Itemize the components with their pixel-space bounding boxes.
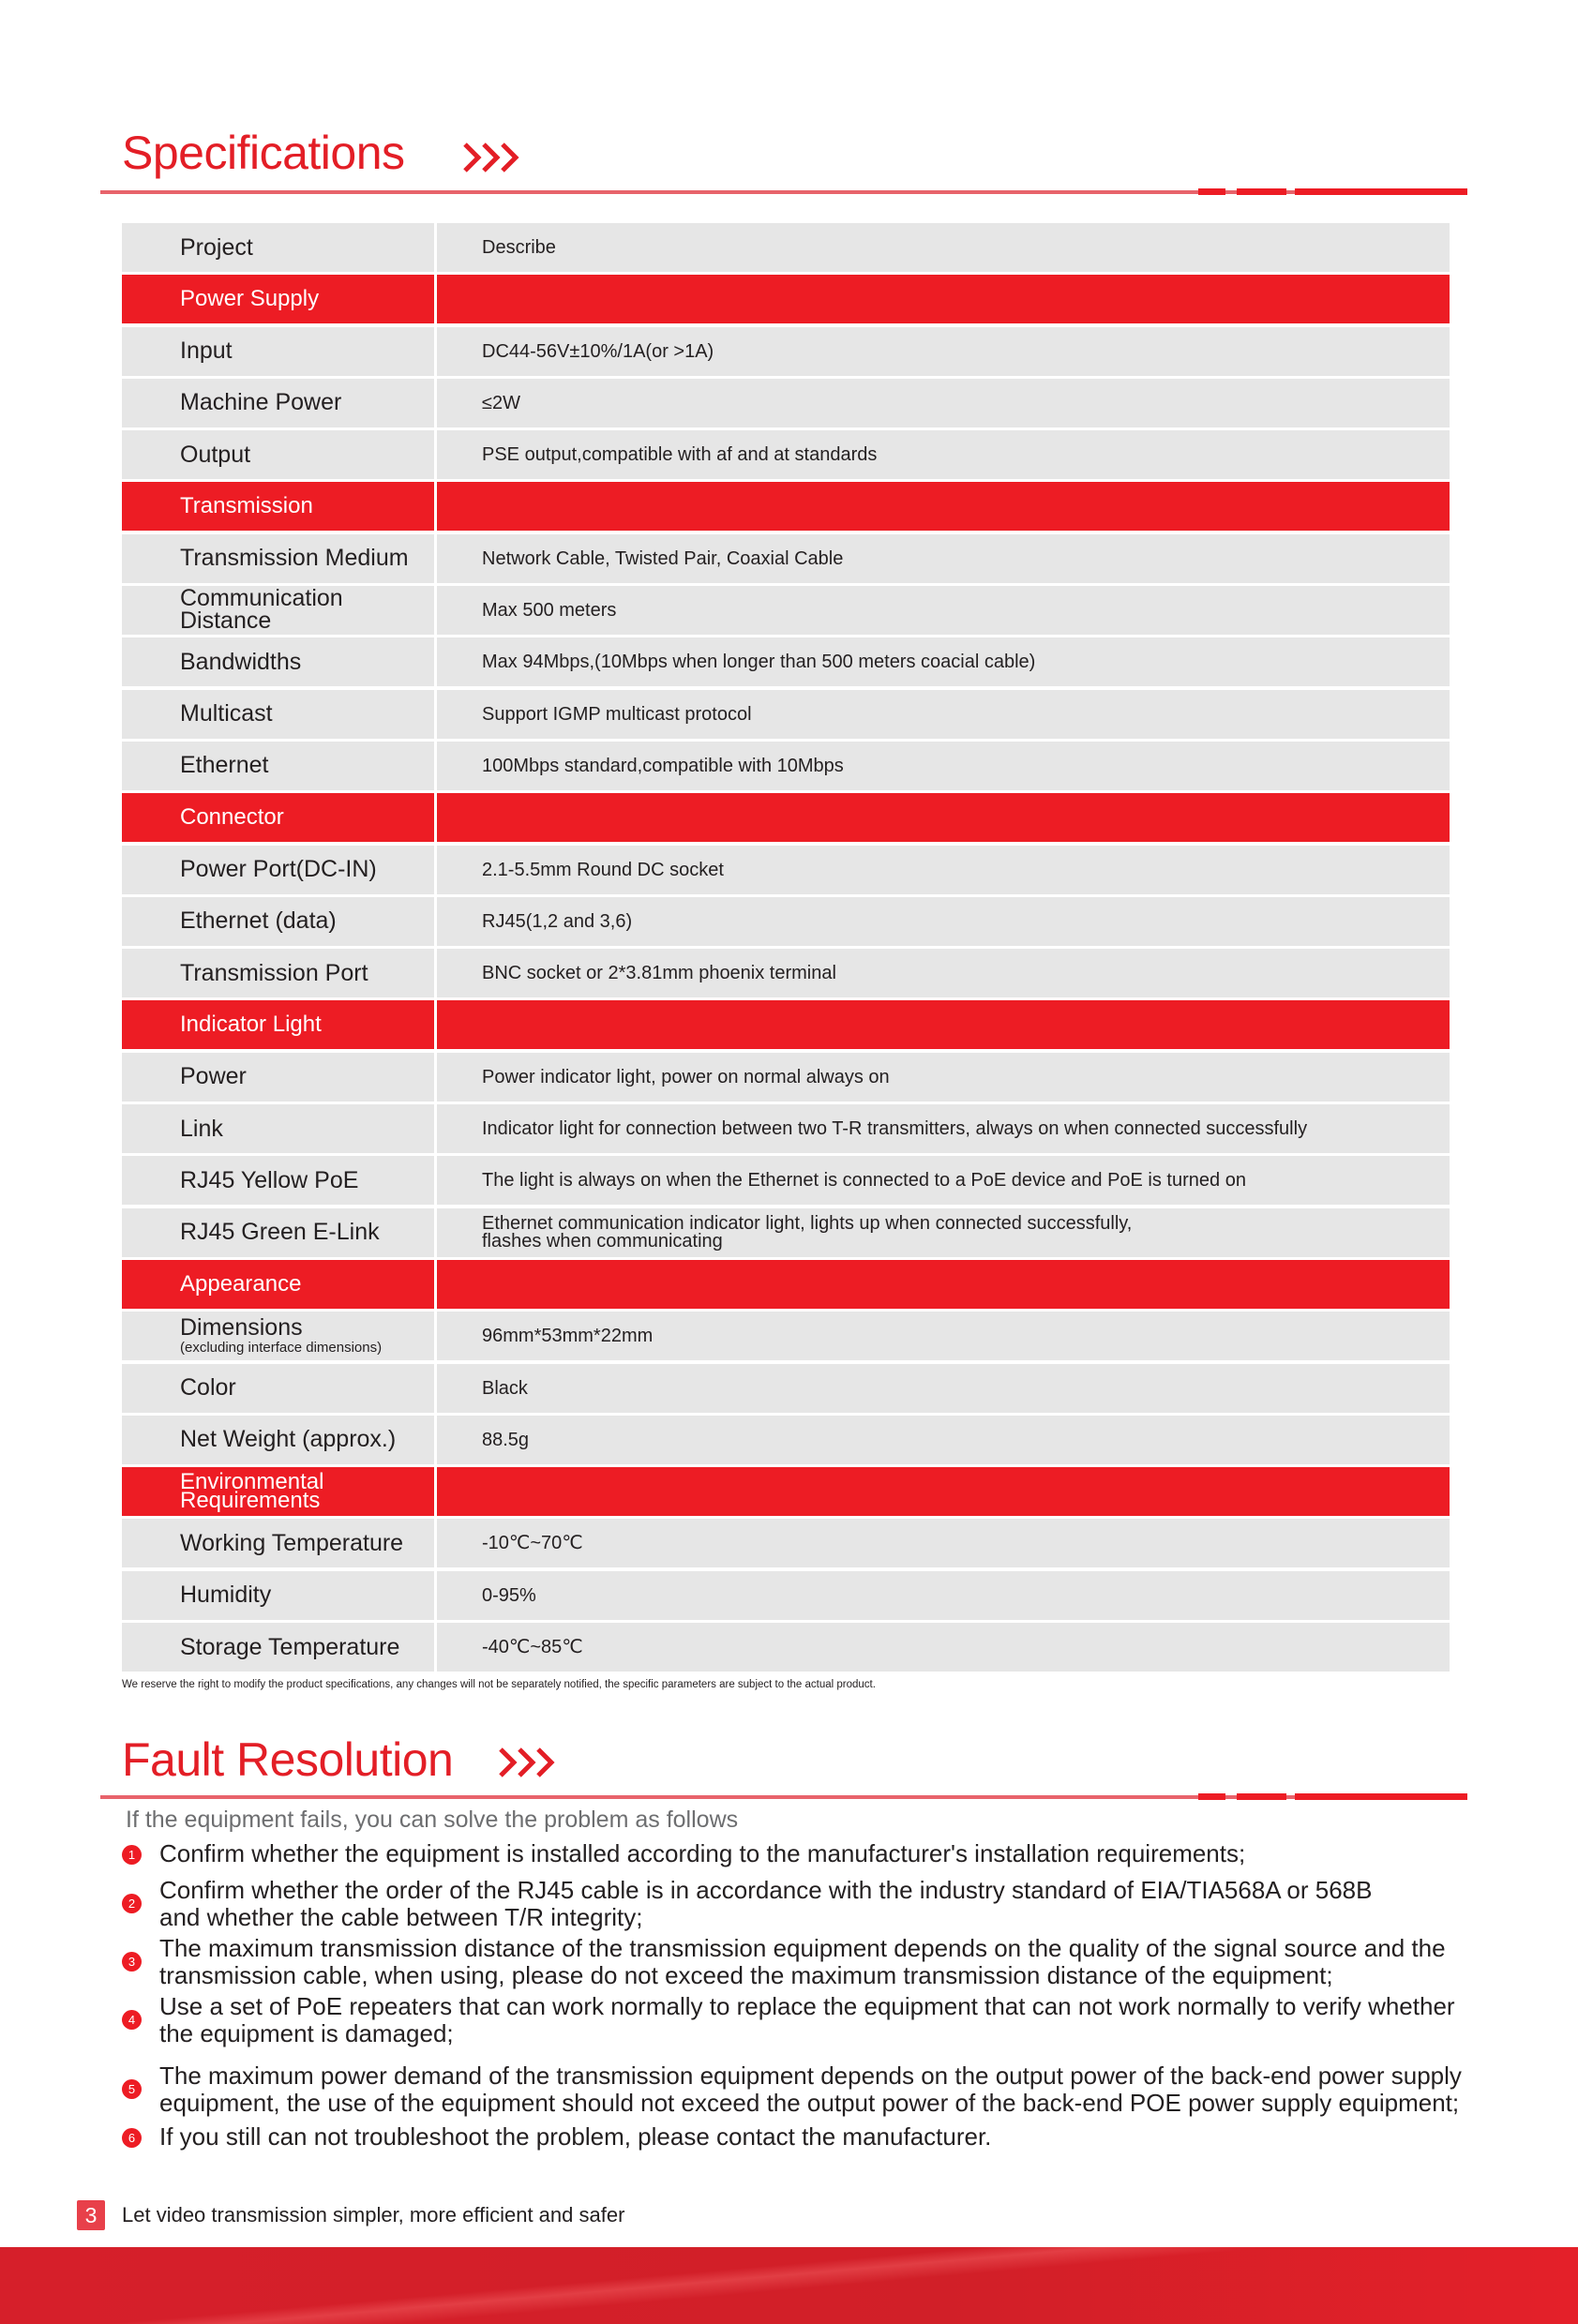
- category-row-environmental-requirements: [122, 1467, 1450, 1516]
- fault-steps-list: [122, 1840, 1472, 2151]
- row-value: ≤2W: [437, 379, 1450, 427]
- table-row-power: [122, 1053, 1450, 1102]
- category-label: Connector: [122, 793, 434, 842]
- step-number-badge: 2: [122, 1894, 142, 1913]
- row-label: Input: [122, 327, 434, 376]
- row-label: Ethernet (data): [122, 897, 434, 946]
- divider-accent: [1295, 1793, 1467, 1800]
- category-label-line2: Requirements: [180, 1488, 321, 1514]
- category-row-power-supply: [122, 275, 1450, 323]
- row-value: Indicator light for connection between two T-R transmitters, always on when connected successfully: [437, 1104, 1450, 1153]
- row-label: Bandwidths: [122, 637, 434, 686]
- table-row-bandwidths: [122, 637, 1450, 686]
- step-text-line1: The maximum power demand of the transmission equipment depends on the output power of the back-end power supply: [159, 2062, 1462, 2090]
- row-value: 0-95%: [437, 1571, 1450, 1620]
- triple-chevron-right-icon: [461, 141, 527, 174]
- row-label: Storage Temperature: [122, 1623, 434, 1672]
- table-row-input: [122, 327, 1450, 376]
- row-value: -10℃~70℃: [437, 1519, 1450, 1567]
- step-number-badge: 6: [122, 2128, 142, 2148]
- row-label: Machine Power: [122, 379, 434, 427]
- row-label: Link: [122, 1104, 434, 1153]
- fault-intro-text: If the equipment fails, you can solve the problem as follows: [126, 1807, 739, 1833]
- row-value: The light is always on when the Ethernet is connected to a PoE device and PoE is turned on: [437, 1156, 1450, 1205]
- table-row-ethernet: [122, 742, 1450, 790]
- list-item-step-3: [122, 1935, 1472, 1989]
- list-item-step-1: [122, 1840, 1472, 1867]
- table-header-row: [122, 223, 1450, 272]
- header-describe: Describe: [437, 223, 1450, 272]
- footer-tagline: Let video transmission simpler, more efficient and safer: [122, 2203, 625, 2227]
- table-row-power-port: [122, 846, 1450, 894]
- table-row-rj45-yellow-poe: [122, 1156, 1450, 1205]
- row-label-main: Dimensions: [180, 1314, 303, 1342]
- row-value: PSE output,compatible with af and at standards: [437, 430, 1450, 479]
- list-item-step-4: [122, 1993, 1472, 2047]
- table-row-humidity: [122, 1571, 1450, 1620]
- row-label: RJ45 Yellow PoE: [122, 1156, 434, 1205]
- header-project: Project: [122, 223, 434, 272]
- step-text: Confirm whether the equipment is installed according to the manufacturer's installation requirements;: [159, 1839, 1246, 1867]
- table-row-ethernet-data: [122, 897, 1450, 946]
- category-label: Transmission: [122, 482, 434, 531]
- table-row-multicast: [122, 690, 1450, 739]
- step-number-badge: 1: [122, 1845, 142, 1865]
- row-value: RJ45(1,2 and 3,6): [437, 897, 1450, 946]
- divider-accent: [1237, 188, 1286, 195]
- table-row-color: [122, 1364, 1450, 1413]
- table-row-net-weight: [122, 1416, 1450, 1464]
- row-value: 100Mbps standard,compatible with 10Mbps: [437, 742, 1450, 790]
- step-text-line2: equipment, the use of the equipment should not exceed the output power of the back-end POE power supply equipment;: [159, 2089, 1460, 2117]
- row-value: BNC socket or 2*3.81mm phoenix terminal: [437, 949, 1450, 997]
- table-row-storage-temperature: [122, 1623, 1450, 1672]
- row-value: Max 94Mbps,(10Mbps when longer than 500 meters coacial cable): [437, 637, 1450, 686]
- row-label: RJ45 Green E-Link: [122, 1208, 434, 1257]
- fault-resolution-divider: [100, 1795, 1467, 1799]
- row-label-line1: Communication: [180, 585, 343, 612]
- divider-accent: [1237, 1793, 1286, 1800]
- table-row-rj45-green-elink: [122, 1208, 1450, 1257]
- row-value: [437, 1208, 1450, 1257]
- row-label: Transmission Medium: [122, 534, 434, 583]
- row-value: 2.1-5.5mm Round DC socket: [437, 846, 1450, 894]
- row-value: Network Cable, Twisted Pair, Coaxial Cable: [437, 534, 1450, 583]
- table-row-communication-distance: [122, 586, 1450, 635]
- divider-accent: [1295, 188, 1467, 195]
- category-fill: [437, 482, 1450, 531]
- list-item-step-5: [122, 2062, 1472, 2117]
- category-row-appearance: [122, 1260, 1450, 1309]
- row-value: 96mm*53mm*22mm: [437, 1312, 1450, 1360]
- row-label: [122, 586, 434, 635]
- row-label: Multicast: [122, 690, 434, 739]
- row-label: Net Weight (approx.): [122, 1416, 434, 1464]
- step-number-badge: 4: [122, 2010, 142, 2030]
- step-text: If you still can not troubleshoot the problem, please contact the manufacturer.: [159, 2122, 992, 2151]
- step-number-badge: 5: [122, 2079, 142, 2099]
- row-value: Max 500 meters: [437, 586, 1450, 635]
- row-label: Humidity: [122, 1571, 434, 1620]
- step-text-line1: Confirm whether the order of the RJ45 cable is in accordance with the industry standard of EIA/TIA568A or 568B: [159, 1876, 1373, 1904]
- specifications-title: Specifications: [122, 127, 405, 179]
- step-text-line1: The maximum transmission distance of the transmission equipment depends on the quality of the signal source and the: [159, 1934, 1446, 1962]
- category-label: Indicator Light: [122, 1000, 434, 1049]
- table-row-dimensions: [122, 1312, 1450, 1360]
- table-row-transmission-medium: [122, 534, 1450, 583]
- row-label: Power Port(DC-IN): [122, 846, 434, 894]
- triple-chevron-right-icon: [497, 1746, 563, 1779]
- category-fill: [437, 1260, 1450, 1309]
- divider-accent: [1198, 1793, 1225, 1800]
- table-row-link: [122, 1104, 1450, 1153]
- row-label: Output: [122, 430, 434, 479]
- category-fill: [437, 1467, 1450, 1516]
- row-value: Black: [437, 1364, 1450, 1413]
- category-label: Appearance: [122, 1260, 434, 1309]
- category-row-connector: [122, 793, 1450, 842]
- table-row-machine-power: [122, 379, 1450, 427]
- row-label: Ethernet: [122, 742, 434, 790]
- row-value: 88.5g: [437, 1416, 1450, 1464]
- row-value-line2: flashes when communicating: [482, 1230, 723, 1252]
- disclaimer-note: We reserve the right to modify the product specifications, any changes will not be separately notified, the specific parameters are subject to the actual product.: [122, 1679, 876, 1690]
- category-fill: [437, 793, 1450, 842]
- category-label-line1: Environmental: [180, 1468, 324, 1494]
- specifications-divider: [100, 190, 1467, 194]
- table-row-working-temperature: [122, 1519, 1450, 1567]
- table-row-output: [122, 430, 1450, 479]
- divider-accent: [1198, 188, 1225, 195]
- row-label: Transmission Port: [122, 949, 434, 997]
- row-value: Power indicator light, power on normal always on: [437, 1053, 1450, 1102]
- row-label: Color: [122, 1364, 434, 1413]
- footer-red-band: [0, 2247, 1578, 2324]
- row-label-line2: Distance: [180, 607, 272, 635]
- list-item-step-2: [122, 1877, 1472, 1931]
- step-text-line2: and whether the cable between T/R integrity;: [159, 1903, 643, 1931]
- row-value: Support IGMP multicast protocol: [437, 690, 1450, 739]
- specifications-table: [122, 223, 1450, 1674]
- category-fill: [437, 275, 1450, 323]
- row-value: DC44-56V±10%/1A(or >1A): [437, 327, 1450, 376]
- list-item-step-6: [122, 2123, 1472, 2151]
- row-label: Working Temperature: [122, 1519, 434, 1567]
- step-text-line1: Use a set of PoE repeaters that can work normally to replace the equipment that can not work normally to verify whether: [159, 1992, 1455, 2020]
- row-value: -40℃~85℃: [437, 1623, 1450, 1672]
- row-label-sub: (excluding interface dimensions): [180, 1339, 383, 1356]
- row-value-line1: Ethernet communication indicator light, lights up when connected successfully,: [482, 1212, 1133, 1234]
- category-label: Power Supply: [122, 275, 434, 323]
- category-row-indicator-light: [122, 1000, 1450, 1049]
- category-label: [122, 1467, 434, 1516]
- category-fill: [437, 1000, 1450, 1049]
- category-row-transmission: [122, 482, 1450, 531]
- fault-resolution-title: Fault Resolution: [122, 1733, 454, 1786]
- step-text-line2: transmission cable, when using, please do not exceed the maximum transmission distance of the equipment;: [159, 1961, 1333, 1989]
- page-number-badge: 3: [77, 2200, 105, 2230]
- row-label: [122, 1312, 434, 1360]
- step-text-line2: the equipment is damaged;: [159, 2019, 454, 2047]
- step-number-badge: 3: [122, 1952, 142, 1972]
- row-label: Power: [122, 1053, 434, 1102]
- table-row-transmission-port: [122, 949, 1450, 997]
